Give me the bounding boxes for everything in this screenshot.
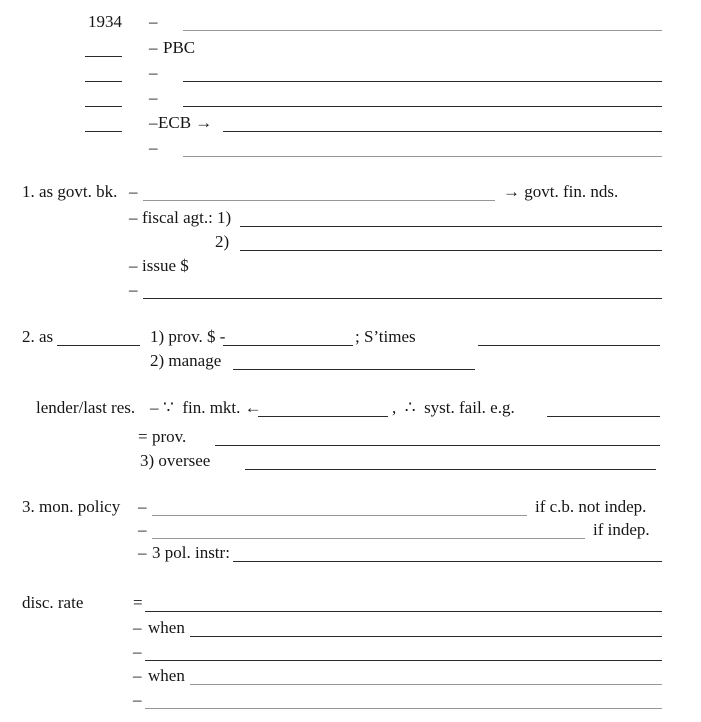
blank-line xyxy=(245,469,656,470)
dash-marker: – xyxy=(129,256,138,275)
therefore-syst-fail-label: , ∴ syst. fail. e.g. xyxy=(392,398,515,417)
ecb-label: ECB → xyxy=(158,113,213,132)
oversee-label: 3) oversee xyxy=(140,451,211,470)
section1-heading: 1. as govt. bk. xyxy=(22,182,118,201)
sec2-row-1 xyxy=(0,325,701,349)
sec4-row-4 xyxy=(0,664,701,688)
blank-line xyxy=(145,660,662,661)
dash-marker: – xyxy=(133,666,142,685)
blank-line xyxy=(183,106,662,107)
dash-marker: – xyxy=(129,182,138,201)
blank-line xyxy=(183,156,662,157)
top-row-1934 xyxy=(0,10,701,34)
blank-line xyxy=(223,345,353,346)
sec3-row-1 xyxy=(0,495,701,519)
fiscal-agent-label: fiscal agt.: 1) xyxy=(142,208,232,227)
dash-marker: – xyxy=(138,497,147,516)
dash-marker: – xyxy=(133,642,142,661)
policy-instruments-label: 3 pol. instr: xyxy=(152,543,230,562)
top-row-6 xyxy=(0,136,701,160)
blank-line xyxy=(190,636,662,637)
lender-last-resort-label: lender/last res. xyxy=(36,398,136,417)
not-indep-note: if c.b. not indep. xyxy=(535,497,647,516)
blank-line xyxy=(145,708,662,709)
dash-marker: – xyxy=(149,63,158,82)
year-label: 1934 xyxy=(88,12,122,31)
sec2-row-2 xyxy=(0,349,701,373)
fiscal-item2-label: 2) xyxy=(215,232,230,251)
sec3-row-3 xyxy=(0,541,701,565)
blank-line xyxy=(547,416,660,417)
blank-line xyxy=(258,416,388,417)
top-row-ecb xyxy=(0,111,701,135)
dash-marker: – xyxy=(133,690,142,709)
sec3-row-2 xyxy=(0,518,701,542)
blank-line xyxy=(152,515,527,516)
sec1-row-1 xyxy=(0,180,701,204)
sec1-row-3 xyxy=(0,230,701,254)
top-row-pbc xyxy=(0,36,701,60)
sec4-row-3 xyxy=(0,640,701,664)
dash-marker: – xyxy=(150,398,159,417)
blank-line xyxy=(233,369,475,370)
pbc-label: PBC xyxy=(163,38,196,57)
sec1-row-2 xyxy=(0,206,701,230)
dash-marker: – xyxy=(129,280,138,299)
dash-marker: – xyxy=(149,138,158,157)
blank-line xyxy=(145,611,662,612)
indep-note: if indep. xyxy=(593,520,650,539)
section3-heading: 3. mon. policy xyxy=(22,497,121,516)
blank-line xyxy=(85,81,122,82)
top-row-3 xyxy=(0,61,701,85)
dash-marker: – xyxy=(149,113,158,132)
blank-line xyxy=(143,200,495,201)
dash-marker: – xyxy=(138,543,147,562)
sec2-row-prov xyxy=(0,425,701,449)
dash-marker: – xyxy=(149,12,158,31)
equals-marker: = xyxy=(133,593,143,612)
blank-line xyxy=(85,106,122,107)
sec2-row-lender xyxy=(0,396,701,420)
manage-label: 2) manage xyxy=(150,351,222,370)
blank-line xyxy=(183,81,662,82)
blank-line xyxy=(233,561,662,562)
blank-line xyxy=(57,345,140,346)
sec4-row-2 xyxy=(0,616,701,640)
sometimes-label: ; S’times xyxy=(355,327,416,346)
blank-line xyxy=(190,684,662,685)
blank-line xyxy=(183,30,662,31)
because-fin-mkt-label: ∵ fin. mkt. ← xyxy=(163,398,262,417)
sec1-row-4 xyxy=(0,254,701,278)
sec4-row-5 xyxy=(0,688,701,712)
blank-line xyxy=(215,445,660,446)
when-label: when xyxy=(148,666,185,685)
disc-rate-heading: disc. rate xyxy=(22,593,84,612)
issue-money-label: issue $ xyxy=(142,256,189,275)
blank-line xyxy=(478,345,660,346)
blank-line xyxy=(152,538,585,539)
blank-line xyxy=(143,298,662,299)
blank-line xyxy=(240,250,662,251)
dash-marker: – xyxy=(129,208,138,227)
dash-marker: – xyxy=(149,38,158,57)
provide-money-label: 1) prov. $ - xyxy=(150,327,226,346)
dash-marker: – xyxy=(138,520,147,539)
govt-fin-note: → govt. fin. nds. xyxy=(503,182,619,201)
sec4-row-1 xyxy=(0,591,701,615)
dash-marker: – xyxy=(133,618,142,637)
when-label: when xyxy=(148,618,185,637)
prov-label: prov. xyxy=(152,427,187,446)
blank-line xyxy=(223,131,662,132)
blank-line xyxy=(85,56,122,57)
equals-marker: = xyxy=(138,427,148,446)
sec2-row-oversee xyxy=(0,449,701,473)
section2-heading: 2. as xyxy=(22,327,54,346)
blank-line xyxy=(240,226,662,227)
blank-line xyxy=(85,131,122,132)
sec1-row-5 xyxy=(0,278,701,302)
dash-marker: – xyxy=(149,88,158,107)
top-row-4 xyxy=(0,86,701,110)
